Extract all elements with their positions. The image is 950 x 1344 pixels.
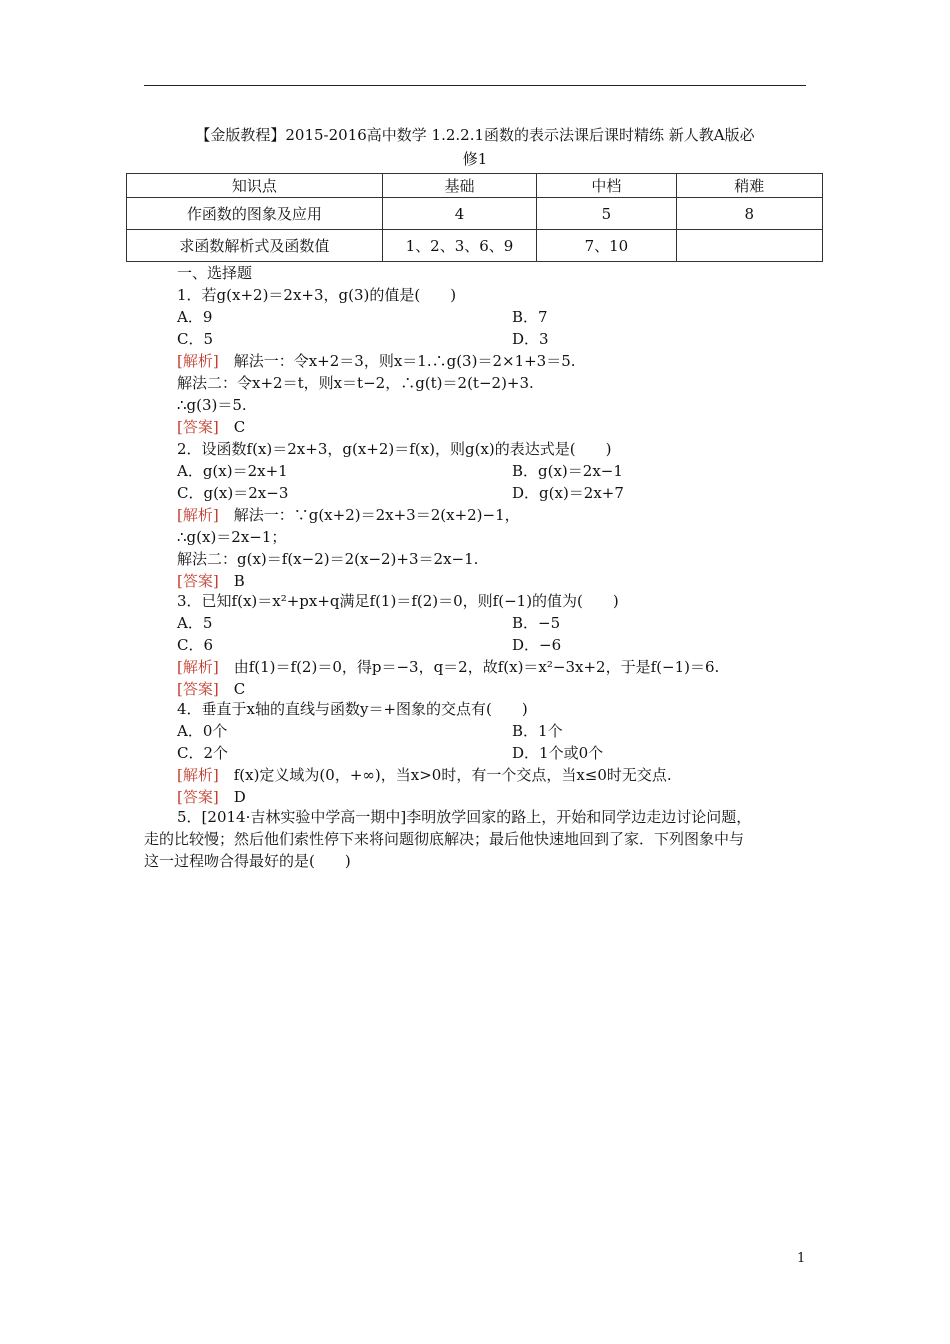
q3-answer — [177, 678, 245, 700]
table-cell: 7、10 — [537, 230, 676, 262]
answer-tag: [答案] — [177, 572, 219, 590]
analysis-tag: [解析] — [177, 506, 219, 524]
question-4-stem: 4．垂直于x轴的直线与函数y＝+图象的交点有( ) — [177, 700, 528, 718]
table-cell: 8 — [676, 198, 822, 230]
answer-text: C — [218, 418, 246, 436]
analysis-tag: [解析] — [177, 352, 219, 370]
q1-analysis-line3: ∴g(3)＝5. — [177, 396, 247, 414]
table-cell: 1、2、3、6、9 — [382, 230, 536, 262]
answer-text: D — [218, 788, 246, 806]
q2-answer — [177, 570, 245, 592]
answer-tag: [答案] — [177, 680, 219, 698]
q4-option-b: B．1个 — [512, 722, 563, 740]
q4-option-c: C．2个 — [177, 744, 229, 762]
table-header-cell: 中档 — [537, 174, 676, 198]
answer-text: B — [218, 572, 245, 590]
header-rule — [144, 85, 806, 86]
answer-tag: [答案] — [177, 418, 219, 436]
q2-analysis — [177, 504, 520, 526]
doc-title-line1: 【金版教程】2015-2016高中数学 1.2.2.1函数的表示法课后课时精练 新人教A版必 — [195, 126, 755, 144]
answer-tag: [答案] — [177, 788, 219, 806]
answer-text: C — [218, 680, 246, 698]
analysis-text: 解法一：∵g(x+2)＝2x+3＝2(x+2)−1， — [218, 506, 520, 524]
q4-option-a: A．0个 — [177, 722, 228, 740]
table-cell: 4 — [382, 198, 536, 230]
table-cell: 求函数解析式及函数值 — [127, 230, 383, 262]
q1-option-a: A．9 — [177, 308, 213, 326]
q4-answer — [177, 786, 246, 808]
question-5-stem: 5．[2014·吉林实验中学高一期中]李明放学回家的路上，开始和同学边走边讨论问题， — [177, 808, 752, 826]
q1-answer — [177, 416, 245, 438]
table-row — [127, 230, 823, 262]
q4-option-d: D．1个或0个 — [512, 744, 604, 762]
analysis-tag: [解析] — [177, 658, 219, 676]
q1-option-c: C．5 — [177, 330, 214, 348]
question-2-stem: 2．设函数f(x)＝2x+3，g(x+2)＝f(x)，则g(x)的表达式是( ) — [177, 440, 612, 458]
knowledge-point-table — [126, 173, 823, 262]
question-1-stem: 1．若g(x+2)＝2x+3，g(3)的值是( ) — [177, 286, 457, 304]
q2-option-c: C．g(x)＝2x−3 — [177, 484, 289, 502]
q1-analysis — [177, 350, 576, 372]
q2-analysis-line3: 解法二：g(x)＝f(x−2)＝2(x−2)+3＝2x−1. — [177, 550, 479, 568]
table-cell: 5 — [537, 198, 676, 230]
doc-title-line2: 修1 — [462, 150, 488, 168]
page-number: 1 — [797, 1251, 806, 1266]
table-header-cell: 知识点 — [127, 174, 383, 198]
q2-option-a: A．g(x)＝2x+1 — [177, 462, 288, 480]
q3-option-d: D．−6 — [512, 636, 562, 654]
table-header-row — [127, 174, 823, 198]
table-cell: 作函数的图象及应用 — [127, 198, 383, 230]
analysis-text: f(x)定义域为(0，+∞)，当x>0时，有一个交点，当x≤0时无交点. — [218, 766, 672, 784]
q3-option-b: B．−5 — [512, 614, 561, 632]
section-heading: 一、选择题 — [177, 264, 253, 282]
q3-option-c: C．6 — [177, 636, 214, 654]
q3-analysis — [177, 656, 719, 678]
q2-option-d: D．g(x)＝2x+7 — [512, 484, 624, 502]
analysis-text: 解法一：令x+2＝3，则x＝1.∴g(3)＝2×1+3＝5. — [218, 352, 576, 370]
q2-option-b: B．g(x)＝2x−1 — [512, 462, 623, 480]
question-5-line3: 这一过程吻合得最好的是( ) — [144, 852, 351, 870]
analysis-text: 由f(1)＝f(2)＝0，得p＝−3，q＝2，故f(x)＝x²−3x+2，于是f(−1)＝6. — [218, 658, 720, 676]
table-cell — [676, 230, 822, 262]
table-header-cell: 基础 — [382, 174, 536, 198]
q1-option-d: D．3 — [512, 330, 549, 348]
table-row — [127, 198, 823, 230]
question-5-line2: 走的比较慢；然后他们索性停下来将问题彻底解决；最后他快速地回到了家．下列图象中与 — [144, 830, 745, 848]
q3-option-a: A．5 — [177, 614, 213, 632]
analysis-tag: [解析] — [177, 766, 219, 784]
q1-option-b: B．7 — [512, 308, 548, 326]
q1-analysis-line2: 解法二：令x+2＝t，则x＝t−2，∴g(t)＝2(t−2)+3. — [177, 374, 534, 392]
q2-analysis-line2: ∴g(x)＝2x−1； — [177, 528, 287, 546]
table-header-cell: 稍难 — [676, 174, 822, 198]
question-3-stem: 3．已知f(x)＝x²+px+q满足f(1)＝f(2)＝0，则f(−1)的值为( ) — [177, 592, 619, 610]
q4-analysis — [177, 764, 672, 786]
